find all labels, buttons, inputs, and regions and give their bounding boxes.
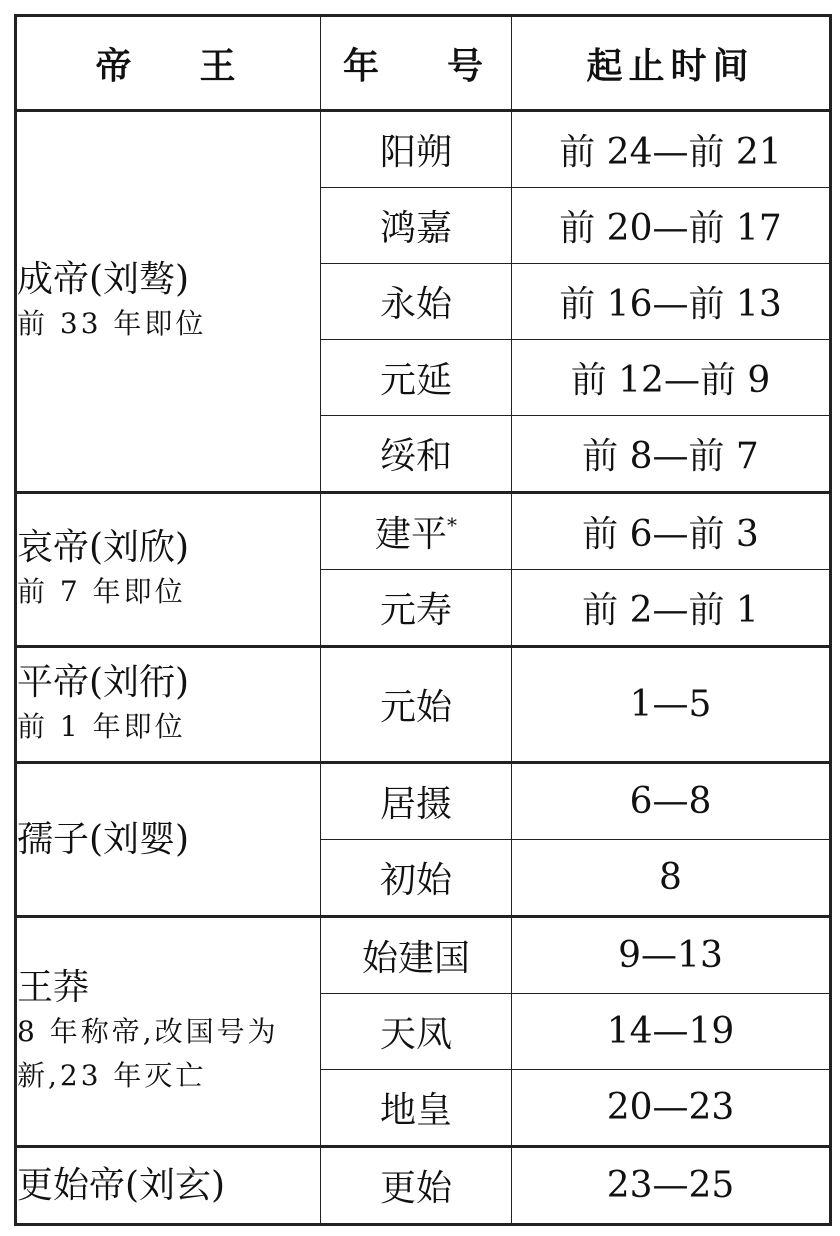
table-row xyxy=(16,493,831,570)
ruler-group xyxy=(16,647,831,763)
table-row xyxy=(16,647,831,763)
ruler-cell xyxy=(16,647,321,763)
era-name: 建平 xyxy=(374,514,447,555)
ruler-cell xyxy=(16,763,321,917)
era-name: 始建国 xyxy=(321,917,512,994)
header-ruler-label: 帝 王 xyxy=(95,44,242,87)
ruler-cell xyxy=(16,111,321,493)
ruler-name: 王莽 xyxy=(17,966,90,1008)
ruler-cell xyxy=(16,917,321,1147)
era-name: 永始 xyxy=(321,264,512,340)
era-name: 鸿嘉 xyxy=(321,188,512,264)
table-row xyxy=(16,1147,831,1225)
era-period: 6—8 xyxy=(512,763,831,840)
ruler-name: 平帝(刘衎) xyxy=(17,661,190,703)
era-period: 前 8—前 7 xyxy=(512,416,831,493)
era-period: 前 12—前 9 xyxy=(512,340,831,416)
ruler-name: 孺子(刘婴) xyxy=(17,818,190,860)
era-name: 元寿 xyxy=(321,570,512,647)
era-name: 元延 xyxy=(321,340,512,416)
era-name: 元始 xyxy=(321,647,512,763)
table-row xyxy=(16,917,831,994)
ruler-note: 前 1 年即位 xyxy=(17,709,186,743)
ruler-cell xyxy=(16,1147,321,1225)
ruler-name: 成帝(刘骜) xyxy=(17,258,190,300)
era-table xyxy=(14,14,832,1226)
ruler-group xyxy=(16,111,831,493)
era-period: 前 6—前 3 xyxy=(512,493,831,570)
header-row xyxy=(16,16,831,111)
ruler-group xyxy=(16,763,831,917)
header-period-label: 起止时间 xyxy=(586,44,755,87)
era-name: 阳朔 xyxy=(321,111,512,188)
ruler-group xyxy=(16,1147,831,1225)
era-name: 天凤 xyxy=(321,994,512,1070)
table-row xyxy=(16,111,831,188)
era-name: 地皇 xyxy=(321,1070,512,1147)
era-name: 绥和 xyxy=(321,416,512,493)
table-row xyxy=(16,763,831,840)
ruler-note: 8 年称帝,改国号为新,23 年灭亡 xyxy=(17,1014,279,1092)
ruler-note: 前 33 年即位 xyxy=(17,306,207,340)
footnote-mark: * xyxy=(447,513,457,537)
ruler-name: 哀帝(刘欣) xyxy=(17,526,190,568)
header-period xyxy=(512,16,831,111)
header-ruler xyxy=(16,16,321,111)
era-period: 23—25 xyxy=(512,1147,831,1225)
era-name: 更始 xyxy=(321,1147,512,1225)
era-period: 前 20—前 17 xyxy=(512,188,831,264)
era-name: 初始 xyxy=(321,840,512,917)
ruler-cell xyxy=(16,493,321,647)
header-era xyxy=(321,16,512,111)
era-period: 20—23 xyxy=(512,1070,831,1147)
ruler-group xyxy=(16,917,831,1147)
era-period: 前 2—前 1 xyxy=(512,570,831,647)
era-name: 居摄 xyxy=(321,763,512,840)
era-period: 9—13 xyxy=(512,917,831,994)
era-period: 1—5 xyxy=(512,647,831,763)
era-name-cell xyxy=(321,493,512,570)
era-period: 前 24—前 21 xyxy=(512,111,831,188)
era-period: 14—19 xyxy=(512,994,831,1070)
ruler-note: 前 7 年即位 xyxy=(17,574,186,608)
ruler-name: 更始帝(刘玄) xyxy=(17,1164,226,1206)
header-era-label: 年 号 xyxy=(342,44,490,87)
ruler-group xyxy=(16,493,831,647)
era-period: 前 16—前 13 xyxy=(512,264,831,340)
era-period: 8 xyxy=(512,840,831,917)
